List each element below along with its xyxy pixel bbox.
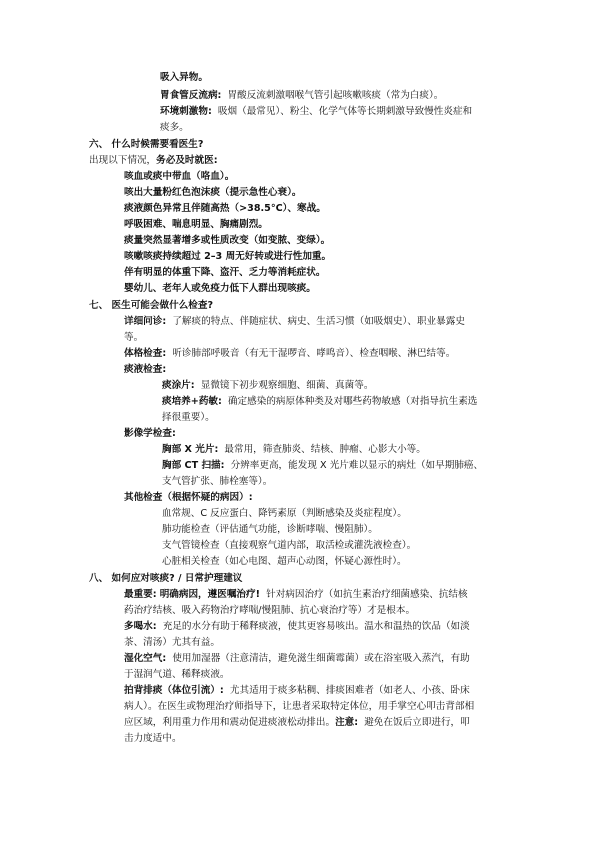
item-text: 显微镜下初步观察细胞、细菌、真菌等。 bbox=[200, 380, 374, 391]
list-item: 呼吸困难、喘息明显、胸痛剧烈。 bbox=[124, 219, 268, 230]
list-item: 血常规、C 反应蛋白、降钙素原（判断感染及炎症程度）。 bbox=[162, 508, 407, 519]
text-line: 茶、清汤）尤其有益。 bbox=[124, 637, 220, 648]
humid-item bbox=[124, 651, 470, 667]
list-item: 痰量突然显著增多或性质改变（如变脓、变绿）。 bbox=[124, 235, 331, 246]
list-item: 痰液颜色异常且伴随高热（>38.5°C）、寒战。 bbox=[124, 203, 326, 214]
text-line: 等。 bbox=[124, 332, 144, 343]
item-label: 胃食管反流病: bbox=[160, 90, 222, 101]
intro-text: 出现以下情况， bbox=[89, 155, 157, 166]
water-item bbox=[124, 619, 470, 635]
list-item: 肺功能检查（评估通气功能，诊断哮喘、慢阻肺）。 bbox=[162, 524, 378, 535]
item-label: 环境刺激物: bbox=[160, 106, 212, 117]
item-text: 胃酸反流刺激咽喉气管引起咳嗽咳痰（常为白痰）。 bbox=[227, 90, 444, 101]
note-label: 注意: bbox=[335, 717, 359, 728]
list-item: 咳出大量粉红色泡沫痰（提示急性心衰）。 bbox=[124, 187, 302, 198]
item-text: 吸烟（最常见）、粉尘、化学气体等长期刺激导致慢性炎症和 bbox=[217, 106, 473, 117]
item-label: 胸部 CT 扫描: bbox=[162, 460, 225, 471]
sputum-heading: 痰液检查: bbox=[124, 364, 167, 375]
item-text: 确定感染的病原体种类及对哪些药物敏感（对指导抗生素选 bbox=[227, 396, 478, 407]
ct-item bbox=[162, 458, 483, 474]
section-8-title: 八、 如何应对咳痰? / 日常护理建议 bbox=[89, 573, 243, 584]
section-6-intro bbox=[89, 153, 218, 169]
other-heading: 其他检查（根据怀疑的病因）: bbox=[124, 492, 253, 503]
history-item bbox=[124, 314, 465, 330]
text-line: 击力度适中。 bbox=[124, 733, 182, 744]
line-text: 避免在饭后立即进行，叩 bbox=[364, 717, 470, 728]
item-label: 多喝水: bbox=[124, 621, 157, 632]
list-item: 咳血或痰中带血（咯血）。 bbox=[124, 171, 235, 182]
text-line: 支气管扩张、肺栓塞等）。 bbox=[162, 476, 273, 487]
culture-item bbox=[162, 394, 477, 410]
text-line: 痰多。 bbox=[160, 122, 189, 133]
item-text: 充足的水分有助于稀释痰液，使其更容易咳出。温水和温热的饮品（如淡 bbox=[162, 621, 470, 632]
list-item: 婴幼儿、老年人或免疫力低下人群出现咳痰。 bbox=[124, 283, 316, 294]
item-text: 使用加湿器（注意清洁，避免滋生细菌霉菌）或在浴室吸入蒸汽，有助 bbox=[172, 653, 470, 664]
list-item: 心脏相关检查（如心电图、超声心动图，怀疑心源性时）。 bbox=[162, 556, 407, 567]
list-item: 咳嗽咳痰持续超过 2–3 周无好转或进行性加重。 bbox=[124, 251, 332, 262]
list-item: 支气管镜检查（直接观察气道内部，取活检或灌洗液检查）。 bbox=[162, 540, 417, 551]
text-line: 于湿润气道、稀释痰液。 bbox=[124, 669, 230, 680]
xray-item bbox=[162, 442, 426, 458]
env-item bbox=[160, 104, 472, 120]
text-line: 吸入异物。 bbox=[160, 72, 208, 83]
item-text: 尤其适用于痰多粘稠、排痰困难者（如老人、小孩、卧床 bbox=[229, 685, 470, 696]
item-label: 拍背排痰（体位引流）: bbox=[124, 685, 224, 696]
text-line: 药治疗结核、吸入药物治疗哮喘/慢阻肺、抗心衰治疗等）才是根本。 bbox=[124, 605, 416, 616]
item-label: 湿化空气: bbox=[124, 653, 167, 664]
line-text: 应区域，利用重力作用和震动促进痰液松动排出。 bbox=[124, 717, 336, 728]
list-item: 伴有明显的体重下降、盗汗、乏力等消耗症状。 bbox=[124, 267, 326, 278]
text-line: 病人）。在医生或物理治疗师指导下，让患者采取特定体位，用手掌空心叩击背部相 bbox=[124, 701, 475, 712]
section-7-title: 七、 医生可能会做什么检查? bbox=[89, 300, 214, 311]
physical-item bbox=[124, 346, 455, 362]
most-item bbox=[124, 587, 468, 603]
imaging-heading: 影像学检查: bbox=[124, 428, 176, 439]
pat-item bbox=[124, 683, 470, 699]
smear-item bbox=[162, 378, 373, 394]
intro-emphasis: 务必及时就医: bbox=[156, 155, 218, 166]
item-label: 最重要: bbox=[124, 589, 157, 600]
item-text: 听诊肺部呼吸音（有无干湿啰音、哮鸣音）、检查咽喉、淋巴结等。 bbox=[172, 348, 456, 359]
item-emphasis: 明确病因，遵医嘱治疗! bbox=[159, 589, 260, 600]
item-text: 最常用，筛查肺炎、结核、肿瘤、心影大小等。 bbox=[224, 444, 426, 455]
item-label: 体格检查: bbox=[124, 348, 167, 359]
item-label: 胸部 X 光片: bbox=[162, 444, 219, 455]
item-text: 了解痰的特点、伴随症状、病史、生活习惯（如吸烟史）、职业暴露史 bbox=[172, 316, 465, 327]
gerd-item bbox=[160, 88, 443, 104]
text-line: 择很重要）。 bbox=[162, 412, 215, 423]
item-label: 详细问诊: bbox=[124, 316, 167, 327]
text-line bbox=[124, 715, 470, 731]
item-label: 痰培养+药敏: bbox=[162, 396, 222, 407]
item-label: 痰涂片: bbox=[162, 380, 195, 391]
section-6-title: 六、 什么时候需要看医生? bbox=[89, 139, 204, 150]
item-text: 分辨率更高，能发现 X 光片难以显示的病灶（如早期肺癌、 bbox=[230, 460, 484, 471]
item-text: 针对病因治疗（如抗生素治疗细菌感染、抗结核 bbox=[266, 589, 468, 600]
